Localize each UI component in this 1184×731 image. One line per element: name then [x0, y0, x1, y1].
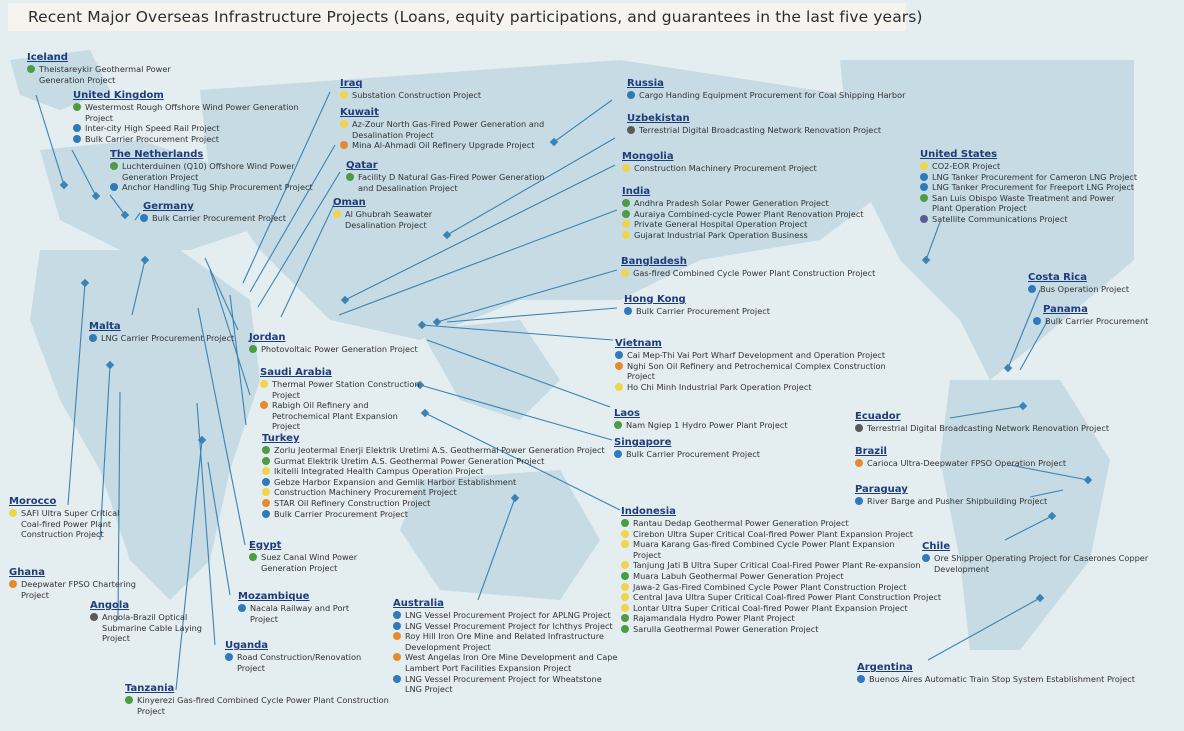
project-item: Bus Operation Project — [1028, 284, 1132, 295]
project-type-icon — [857, 675, 865, 683]
region-angola — [90, 600, 230, 644]
project-type-icon — [225, 653, 233, 661]
region-bangladesh — [621, 256, 891, 279]
region-vietnam — [615, 338, 890, 392]
project-item: Rantau Dedap Geothermal Power Generation Project — [621, 518, 921, 529]
country-name: Panama — [1043, 304, 1088, 315]
project-item: Al Ghubrah Seawater Desalination Project — [333, 209, 483, 230]
country-name: Argentina — [857, 662, 913, 673]
country-name: Egypt — [249, 540, 282, 551]
project-type-icon — [340, 120, 348, 128]
project-type-icon — [73, 124, 81, 132]
project-type-icon — [614, 421, 622, 429]
country-name: Morocco — [9, 496, 57, 507]
country-name: Chile — [922, 541, 951, 552]
project-type-icon — [262, 467, 270, 475]
project-type-icon — [622, 220, 630, 228]
project-type-icon — [393, 632, 401, 640]
country-name: Ghana — [9, 567, 45, 578]
project-item: Roy Hill Iron Ore Mine and Related Infrastructure Development Project — [393, 631, 618, 652]
project-type-icon — [621, 583, 629, 591]
project-type-icon — [621, 614, 629, 622]
country-name: Iceland — [27, 52, 68, 63]
country-name: Iraq — [340, 78, 363, 89]
project-type-icon — [615, 383, 623, 391]
country-name: The Netherlands — [110, 149, 204, 160]
project-item: Thermal Power Station Construction Project — [260, 379, 425, 400]
project-type-icon — [920, 183, 928, 191]
project-item: SAFI Ultra Super Critical Coal-fired Power Plant Construction Project — [9, 508, 129, 540]
region-malta — [89, 321, 249, 344]
country-name: Ecuador — [855, 411, 901, 422]
project-item: Substation Construction Project — [340, 90, 520, 101]
project-item: Mina Al-Ahmadi Oil Refinery Upgrade Project — [340, 140, 555, 151]
project-type-icon — [922, 554, 930, 562]
project-type-icon — [262, 446, 270, 454]
project-type-icon — [9, 580, 17, 588]
country-name: Kuwait — [340, 107, 379, 118]
project-item: LNG Vessel Procurement Project for Ichthys Project — [393, 621, 618, 632]
project-item: Bulk Carrier Procurement Project — [140, 213, 300, 224]
project-type-icon — [249, 345, 257, 353]
project-type-icon — [615, 362, 623, 370]
project-item: Bulk Carrier Procurement — [1033, 316, 1132, 327]
region-germany — [140, 201, 300, 224]
region-united-states — [920, 149, 1138, 225]
project-item: Bulk Carrier Procurement Project — [262, 509, 602, 520]
country-name: Mozambique — [238, 591, 310, 602]
project-type-icon — [615, 351, 623, 359]
project-type-icon — [920, 215, 928, 223]
country-name: Angola — [90, 600, 130, 611]
project-type-icon — [393, 653, 401, 661]
project-item: Private General Hospital Operation Project — [622, 219, 882, 230]
project-type-icon — [627, 91, 635, 99]
country-name: Oman — [333, 197, 366, 208]
title-bar — [8, 3, 923, 31]
project-item: Auraiya Combined-cycle Power Plant Renovation Project — [622, 209, 882, 220]
country-name: Tanzania — [125, 683, 175, 694]
region-morocco — [9, 496, 129, 540]
region-panama — [1033, 304, 1149, 327]
project-item: Ikitelli Integrated Health Campus Operation Project — [262, 466, 602, 477]
region-united-kingdom — [73, 90, 303, 144]
country-name: India — [622, 186, 651, 197]
project-item: San Luis Obispo Waste Treatment and Power Plant Operation Project — [920, 193, 1132, 214]
project-item: Gurmat Elektrik Uretim A.S. Geothermal Power Generation Project — [262, 456, 602, 467]
project-item: Satellite Communications Project — [920, 214, 1132, 225]
project-type-icon — [9, 509, 17, 517]
region-argentina — [857, 662, 1135, 685]
project-type-icon — [110, 183, 118, 191]
country-name: Hong Kong — [624, 294, 686, 305]
project-type-icon — [621, 269, 629, 277]
region-turkey — [262, 433, 605, 519]
project-item: STAR Oil Refinery Construction Project — [262, 498, 602, 509]
project-item: Westermost Rough Offshore Wind Power Generation Project — [73, 102, 303, 123]
region-mongolia — [622, 151, 842, 174]
project-item: Terrestrial Digital Broadcasting Network Renovation Project — [627, 125, 907, 136]
project-type-icon — [262, 488, 270, 496]
project-type-icon — [621, 593, 629, 601]
project-item: West Angelas Iron Ore Mine Development and Cape Lambert Port Facilities Expansion Project — [393, 652, 618, 673]
project-type-icon — [249, 553, 257, 561]
project-item: Gas-fired Combined Cycle Power Plant Construction Project — [621, 268, 891, 279]
project-type-icon — [920, 162, 928, 170]
project-item: Bulk Carrier Procurement Project — [614, 449, 774, 460]
project-type-icon — [262, 499, 270, 507]
project-type-icon — [262, 510, 270, 518]
project-item: Bulk Carrier Procurement Project — [73, 134, 303, 145]
project-item: Lontar Ultra Super Critical Coal-fired Power Plant Expansion Project — [621, 603, 921, 614]
country-name: Brazil — [855, 446, 887, 457]
project-type-icon — [340, 91, 348, 99]
project-item: Nghi Son Oil Refinery and Petrochemical Complex Construction Project — [615, 361, 890, 382]
project-item: Construction Machinery Procurement Project — [262, 487, 602, 498]
country-name: Australia — [393, 598, 444, 609]
country-name: Mongolia — [622, 151, 674, 162]
project-type-icon — [1028, 285, 1036, 293]
project-item: Cargo Handing Equipment Procurement for Coal Shipping Harbor — [627, 90, 907, 101]
project-item: Jawa-2 Gas-Fired Combined Cycle Power Plant Construction Project — [621, 582, 921, 593]
project-type-icon — [624, 307, 632, 315]
country-name: Saudi Arabia — [260, 367, 332, 378]
region-hong-kong — [624, 294, 784, 317]
project-item: Gebze Harbor Expansion and Gemlik Harbor Establishment — [262, 477, 602, 488]
country-name: Indonesia — [621, 506, 676, 517]
project-type-icon — [125, 696, 133, 704]
country-name: Qatar — [346, 160, 378, 171]
region-saudi-arabia — [260, 367, 425, 432]
project-item: Carioca Ultra-Deepwater FPSO Operation Project — [855, 458, 1085, 469]
project-type-icon — [393, 675, 401, 683]
project-type-icon — [622, 164, 630, 172]
project-type-icon — [855, 424, 863, 432]
project-item: Suez Canal Wind Power Generation Project — [249, 552, 369, 573]
project-item: Kinyerezi Gas-fired Combined Cycle Power Plant Construction Project — [125, 695, 395, 716]
country-name: Russia — [627, 78, 664, 89]
project-type-icon — [110, 162, 118, 170]
project-item: LNG Carrier Procurement Project — [89, 333, 249, 344]
country-name: Paraguay — [855, 484, 908, 495]
country-name: Jordan — [249, 332, 286, 343]
project-type-icon — [140, 214, 148, 222]
project-type-icon — [622, 199, 630, 207]
project-type-icon — [621, 561, 629, 569]
project-item: Tanjung Jati B Ultra Super Critical Coal-Fired Power Plant Re-expansion — [621, 560, 921, 571]
project-type-icon — [855, 497, 863, 505]
project-item: Sarulla Geothermal Power Generation Project — [621, 624, 921, 635]
project-type-icon — [333, 210, 341, 218]
region-singapore — [614, 437, 774, 460]
region-oman — [333, 197, 483, 230]
project-type-icon — [855, 459, 863, 467]
project-type-icon — [393, 611, 401, 619]
project-item: Ho Chi Minh Industrial Park Operation Project — [615, 382, 890, 393]
region-uzbekistan — [627, 113, 907, 136]
region-ghana — [9, 567, 139, 600]
project-item: CO2-EOR Project — [920, 161, 1132, 172]
project-item: Construction Machinery Procurement Project — [622, 163, 842, 174]
region-mozambique — [238, 591, 368, 624]
project-type-icon — [262, 478, 270, 486]
project-type-icon — [622, 231, 630, 239]
project-type-icon — [1033, 317, 1041, 325]
project-item: LNG Tanker Procurement for Freeport LNG Project — [920, 182, 1132, 193]
project-type-icon — [346, 173, 354, 181]
region-uganda — [225, 640, 375, 673]
project-type-icon — [621, 604, 629, 612]
country-name: Germany — [143, 201, 194, 212]
region-iceland — [27, 52, 177, 85]
project-item: Central Java Ultra Super Critical Coal-fired Power Plant Construction Project — [621, 592, 921, 603]
project-item: Cirebon Ultra Super Critical Coal-fired Power Plant Expansion Project — [621, 529, 921, 540]
country-name: Vietnam — [615, 338, 662, 349]
project-type-icon — [260, 401, 268, 409]
project-item: Deepwater FPSO Chartering Project — [9, 579, 139, 600]
project-item: River Barge and Pusher Shipbuilding Project — [855, 496, 1075, 507]
country-name: Bangladesh — [621, 256, 687, 267]
country-name: Uzbekistan — [627, 113, 690, 124]
project-item: Nacala Railway and Port Project — [238, 603, 368, 624]
region-qatar — [346, 160, 561, 193]
project-item: Gujarat Industrial Park Operation Business — [622, 230, 882, 241]
project-item: Ore Shipper Operating Project for Caserones Copper Development — [922, 553, 1184, 574]
project-type-icon — [621, 519, 629, 527]
project-type-icon — [260, 380, 268, 388]
project-item: Bulk Carrier Procurement Project — [624, 306, 784, 317]
project-item: Nam Ngiep 1 Hydro Power Plant Project — [614, 420, 804, 431]
project-item: Luchterduinen (Q10) Offshore Wind Power Generation Project — [110, 161, 320, 182]
project-type-icon — [340, 141, 348, 149]
region-jordan — [249, 332, 429, 355]
region-tanzania — [125, 683, 395, 716]
project-type-icon — [627, 126, 635, 134]
project-type-icon — [614, 450, 622, 458]
project-item: LNG Vessel Procurement Project for APLNG Project — [393, 610, 618, 621]
region-russia — [627, 78, 907, 101]
country-name: Laos — [614, 408, 640, 419]
region-india — [622, 186, 882, 240]
region-iraq — [340, 78, 520, 101]
project-type-icon — [262, 457, 270, 465]
project-type-icon — [621, 625, 629, 633]
project-type-icon — [89, 334, 97, 342]
project-item: Cai Mep-Thi Vai Port Wharf Development and Operation Project — [615, 350, 890, 361]
region-netherlands — [110, 149, 320, 193]
country-name: United Kingdom — [73, 90, 164, 101]
region-egypt — [249, 540, 369, 573]
project-item: Anchor Handling Tug Ship Procurement Project — [110, 182, 320, 193]
project-item: Terrestrial Digital Broadcasting Network Renovation Project — [855, 423, 1125, 434]
project-type-icon — [90, 613, 98, 621]
project-item: LNG Tanker Procurement for Cameron LNG Project — [920, 172, 1132, 183]
project-item: Rabigh Oil Refinery and Petrochemical Plant Expansion Project — [260, 400, 425, 432]
project-type-icon — [27, 65, 35, 73]
project-item: Photovoltaic Power Generation Project — [249, 344, 429, 355]
project-item: Zorlu Jeotermal Enerji Elektrik Uretimi A.S. Geothermal Power Generation Project — [262, 445, 602, 456]
country-name: United States — [920, 149, 998, 160]
project-item: Facility D Natural Gas-Fired Power Generation and Desalination Project — [346, 172, 561, 193]
country-name: Malta — [89, 321, 121, 332]
project-item: Muara Labuh Geothermal Power Generation Project — [621, 571, 921, 582]
project-type-icon — [73, 103, 81, 111]
country-name: Uganda — [225, 640, 269, 651]
page-title: Recent Major Overseas Infrastructure Projects (Loans, equity participations, and guarantees in the last five years) — [28, 8, 923, 26]
project-item: Muara Karang Gas-fired Combined Cycle Power Plant Expansion Project — [621, 539, 921, 560]
project-type-icon — [621, 530, 629, 538]
project-item: Theistareykir Geothermal Power Generation Project — [27, 64, 177, 85]
region-chile — [922, 541, 1149, 574]
project-item: Az-Zour North Gas-Fired Power Generation and Desalination Project — [340, 119, 555, 140]
project-item: Inter-city High Speed Rail Project — [73, 123, 303, 134]
region-paraguay — [855, 484, 1075, 507]
project-type-icon — [621, 540, 629, 548]
project-type-icon — [621, 572, 629, 580]
region-costa-rica — [1028, 272, 1132, 295]
project-item: Andhra Pradesh Solar Power Generation Project — [622, 198, 882, 209]
project-item: Angola-Brazil Optical Submarine Cable Laying Project — [90, 612, 230, 644]
project-type-icon — [920, 173, 928, 181]
region-ecuador — [855, 411, 1125, 434]
project-item: Road Construction/Renovation Project — [225, 652, 375, 673]
project-item: Buenos Aires Automatic Train Stop System Establishment Project — [857, 674, 1129, 685]
region-kuwait — [340, 107, 555, 151]
region-australia — [393, 598, 618, 695]
project-item: LNG Vessel Procurement Project for Wheatstone LNG Project — [393, 674, 618, 695]
region-brazil — [855, 446, 1085, 469]
country-name: Singapore — [614, 437, 672, 448]
project-type-icon — [393, 622, 401, 630]
project-type-icon — [920, 194, 928, 202]
project-type-icon — [238, 604, 246, 612]
country-name: Costa Rica — [1028, 272, 1087, 283]
project-item: Rajamandala Hydro Power Plant Project — [621, 613, 921, 624]
project-type-icon — [73, 135, 81, 143]
region-laos — [614, 408, 804, 431]
project-type-icon — [622, 210, 630, 218]
country-name: Turkey — [262, 433, 300, 444]
